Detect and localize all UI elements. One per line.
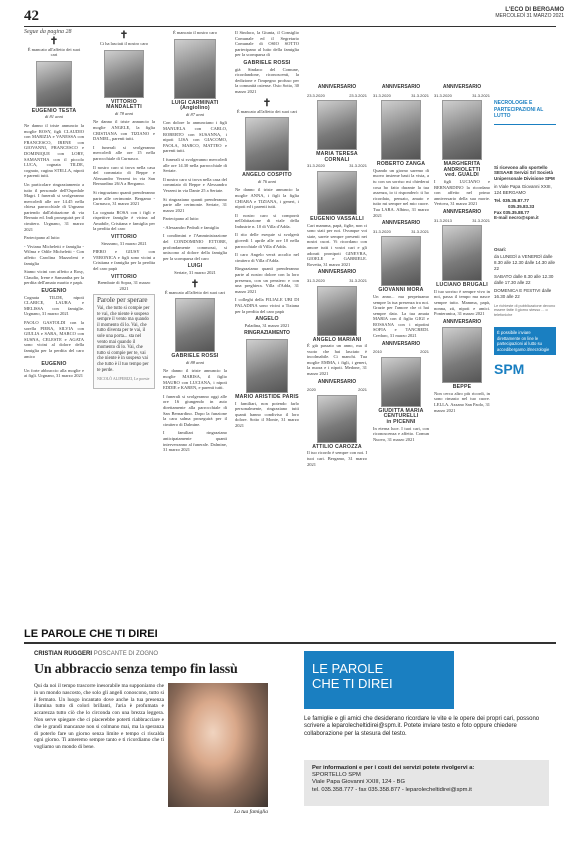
intro-text: È mancato il nostro caro: [173, 30, 217, 35]
condolence-name: GABRIELE ROSSI: [243, 59, 291, 66]
sidebar-fax: Fax 035.35.88.77: [494, 209, 530, 215]
deceased-name: VITTORIO MANDALETTI: [106, 98, 142, 111]
deceased-name-suffix: ved. GUALDI: [445, 172, 479, 179]
condolence-date: Paladina, 31 marzo 2021: [244, 322, 290, 328]
anniversary-column-2: [373, 30, 429, 445]
announcement-text: I funerali si svolgeranno oggi alle ore 16 giungendo in auto direttamente alla parrocchiale di San Bernardino. Dopo la funzione la cara salma proseguirà per il cimitero di Dalmine.: [163, 393, 227, 427]
date-from: 31.3.2020: [307, 277, 325, 283]
deceased-name: BEPPE: [452, 384, 472, 391]
anniversary-text: I figli LUCIANO e BERNARDINO la ricordano con affetto nel primo anniversario della sua morte. Vertova, 31 marzo 2021: [434, 178, 490, 207]
condolence-text: PIERO e GIUSY con VERONICA e figli sono vicini a Cristiana e famiglia per la perdita del caro papà: [93, 249, 155, 272]
date-from: 2010: [373, 349, 382, 355]
condolence-text: La cognata ROSA con i figli e rispettive famiglie è vicina ad Amabile, Cristiana e famiglia per la perdita del caro: [93, 209, 155, 232]
service-sidebar: [494, 100, 556, 377]
announcement-text: I funerali si svolgeranno mercoledì alle ore 15 nella parrocchiale di Curnasco.: [93, 144, 155, 161]
anniversary-text: Il tuo ricordo è sempre con noi. I tuoi cari. Bergamo, 31 marzo 2021: [307, 450, 367, 467]
announcement-text: Il nostro caro si trova nella casa del commiato di Beppe e Alessandro Verzeni in via Dante 25 a Seriate.: [163, 176, 227, 193]
portrait-photo: [174, 39, 216, 99]
sidebar-address: in Viale Papa Giovanni XXIII, 124 BERGAMO: [494, 184, 552, 195]
announcement-text: Ne danno il triste annuncio la moglie ROSY, figli CLAUDIO con MARIZIA e VANESSA con FRANCESCO, IRENE con GIOVANNI, FRANCESCO e DOMINIQUE con LORY, SAMANTHA con il piccolo LUCA, cognata TILDE, cognato, cugina STELLA, nipoti e parenti tutti.: [24, 122, 84, 179]
condolence-text: I colleghi della FILIALE UBI DI PALADINA sono vicini a Tiziana per la perdita del caro papà: [235, 297, 299, 314]
poem-text: Vai, che tutto si compie per te vai, che niente è sospeso sempre il vento ma quando il momento di lo. Vai, che tutto diventa per te vai, il sole una porta... sta nel vento mai quando il momento di lo. Vai, che tutto si compie per te, vai che niente è in sospeso vai che tutto è il tuo tempo per te perde.: [97, 306, 150, 373]
anniversary-title: ANNIVERSARIO: [442, 318, 482, 325]
contact-box: [304, 760, 549, 806]
thanks-title: RINGRAZIAMENTO: [244, 330, 290, 337]
cross-icon: ✝: [49, 35, 59, 47]
deceased-name: EUGENIO TESTA: [31, 107, 77, 114]
feature-title-1: LE PAROLE: [312, 661, 384, 676]
intro-text: È mancato all'affetto dei suoi cari: [164, 289, 226, 295]
article-author: [34, 651, 158, 657]
portrait-photo: [442, 327, 482, 383]
deceased-name: LUIGI CARMINATI: [171, 99, 219, 106]
portrait-photo: [442, 100, 482, 160]
intro-text: È mancato all'affetto dei suoi cari: [27, 46, 81, 58]
anniversary-title: ANNIVERSARIO: [317, 269, 357, 276]
feature-box: [304, 651, 454, 709]
deceased-name: MARGHERITA ANDRIOLETTI: [443, 161, 481, 173]
feature-title-2: CHE TI DIREI: [312, 676, 393, 691]
announcement-text: Ne danno il triste annuncio la moglie MARISA, il figlio MAURO con LUCIANA, i nipoti EDDIE e KAREN, e parenti tutti.: [163, 368, 227, 391]
anniversary-dates: [373, 229, 429, 235]
anniversary-dates: [434, 93, 490, 99]
portrait-photo: [317, 171, 357, 215]
announcement-text: Si ringraziano quanti prenderanno parte alle cerimonie. Seriate, 31 marzo 2021: [163, 196, 227, 213]
anniversary-dates: [434, 218, 490, 224]
thanks-text: I familiari, non potendo farlo personalmente, ringraziano tutti quanti hanno condiviso il loro dolore. Sotto il Monte, 31 marzo 2021: [235, 400, 299, 428]
age: di 78 anni: [114, 110, 134, 116]
portrait-photo: [381, 100, 421, 160]
date-from: 23.3.2020: [307, 92, 325, 98]
anniversary-text: Il tuo sorriso è sempre vivo in noi, passa il tempo ma nasce sempre tutto. Mamma, papà, nonna, zii, nipoti e amici. Ponteranica, 31 marzo 2021: [434, 288, 490, 317]
participation-header: Partecipano al lutto:: [24, 235, 61, 241]
deceased-name: GABRIELE ROSSI: [171, 353, 219, 360]
condolence-date: Stezzano, 31 marzo 2021: [101, 240, 147, 246]
obituary-column-3: [163, 30, 227, 456]
portrait-photo: [36, 61, 72, 107]
date-to: 2021: [420, 349, 429, 355]
deceased-name: GIOVANNI MORA: [378, 287, 424, 294]
condolence-name: LUIGI: [187, 263, 203, 270]
participation-list: - Alessandro Pedrali e famiglia: [163, 224, 219, 230]
announcement-text: Si ringraziano quanti prenderanno parte alle cerimonie. Bergamo - Curnasco, 31 marzo 2021: [93, 189, 155, 207]
institutional-text: Il Sindaco, la Giunta, il Consiglio Comunale ed il Segretario Comunale di OSIO SOTTO partecipano al lutto della famiglia per la scomparsa di: [235, 30, 299, 58]
anniversary-title: ANNIVERSARIO: [381, 220, 421, 227]
participation-list: - Viviana Micheletti e famiglia - Wilma e Odile Micheletti - Con affetto Carolina Mazzoleni e famiglia: [24, 243, 84, 266]
anniversary-column-3: [434, 30, 490, 416]
deceased-name: MARIA TERESA CORNALI: [316, 151, 358, 163]
age: di 81 anni: [44, 114, 64, 120]
contact-office: SPORTELLO SPM: [312, 772, 361, 779]
sidebar-hours-weekday: da LUNEDÌ a VENERDÌ dalle 8.30 alle 12.30 dalle 14.30 alle 22: [494, 254, 556, 271]
author-name: CRISTIAN RUGGERI: [34, 651, 93, 657]
anniversary-dates: [307, 93, 367, 99]
contact-title: Per informazioni e per i costi dei servizi potete rivolgervi a:: [312, 765, 475, 771]
article-body: Qui da noi il tempo trascorre inesorabile ma supponiamo che in un mondo nascosto, che solo gli angeli conoscono, tutto si è fermato. Un luogo incantato dove anche la tua presenza illumina tutto di colori brillanti, l'aria è profumata e accarezza tutto ciò che lo circonda con una brezza leggera. Non serve spiegare che ci piacerebbe poterti riabbracciare e che le grandi mancanze non si colmano mai, ma la speranza di poterlo fare un giorno senza limite e tempo ci riscalda ogni giorno. Ti ameremo sempre tanto e ti ricordiamo che ti vogliamo un mondo di bene.: [34, 683, 164, 751]
age: di 76 anni: [257, 178, 277, 184]
announcement-text: Il caro Angelo verrà accolto nel cimitero di Villa d'Adda.: [235, 252, 299, 263]
continued-from: Segue da pagina 28: [24, 29, 72, 35]
condolence-name: EUGENIO: [41, 361, 67, 368]
announcement-text: Un particolare ringraziamento a tutto il personale dell'Ospedale Magri. I funerali si svolgeranno mercoledì alle ore 14.45 nella chiesa parrocchiale di Urgnano partendo dall'abitazione di via Bernato ed. Indi proseguirà per il cimitero. Urgnano, 31 marzo 2021: [24, 181, 84, 232]
poem-box: [93, 294, 155, 388]
date-to: 31.3.2021: [349, 163, 367, 169]
deceased-name: ANGELO MARIANI: [312, 336, 362, 343]
cross-icon: ✝: [119, 30, 129, 41]
portrait-photo: [317, 286, 357, 336]
sidebar-hours-sunday: DOMENICA E FESTIVI dalle 16.30 alle 22: [494, 288, 552, 299]
deceased-name-suffix: in PICENNI: [386, 419, 416, 426]
date-to: 31.3.2021: [472, 217, 490, 223]
condolence-text: Siamo vicini con affetto a Rosy, Claudio, Irene e Samantha per la perdita dell'amato marito e papà.: [24, 269, 84, 286]
condolence-name: EUGENIO: [41, 288, 67, 294]
condolence-text: PAOLO GASTOLDI con la sorella PIERA, SILVIA con GIULIA e SARA, MARCO con SUSNA, CELESTE e AGATA sono vicini al dolore della famiglia per la perdita del caro amico: [24, 319, 84, 359]
anniversary-title: ANNIVERSARIO: [317, 378, 357, 385]
date-to: 31.3.2021: [472, 92, 490, 98]
sidebar-title: NECROLOGIE E PARTECIPAZIONI AL LUTTO: [494, 100, 544, 119]
age: di 87 anni: [185, 111, 205, 117]
deceased-name: EUGENIO VASSALLI: [310, 215, 364, 222]
newspaper-name: L'ECO DI BERGAMO: [505, 7, 564, 13]
anniversary-column-1: [307, 30, 367, 470]
condolence-name: ANGELO: [255, 316, 279, 323]
anniversary-title: ANNIVERSARIO: [381, 84, 421, 90]
condolence-name: VITTORIO: [110, 234, 137, 241]
sidebar-hours-title: Orari:: [494, 246, 507, 252]
sidebar-note: Le richieste di pubblicazione devono essere fatte il giorno stesso ... o telefoniche: [494, 303, 556, 317]
announcement-text: Ne danno il triste annuncio la moglie ANNA, i figli la figlia CHIARA e TIZIANA, i generi, i nipoti ed i parenti tutti.: [235, 187, 299, 210]
portrait-photo: [442, 225, 482, 281]
announcement-text: Il rito delle esequie si svolgerà giovedì 1 aprile alle ore 10 nella parrocchiale di Villa d'Adda.: [235, 232, 299, 249]
portrait-photo: [246, 339, 288, 393]
announcement-text: Ringraziamo quanti prenderanno parte al nostro dolore con la loro presenza, con un pensiero e con una preghiera. Villa d'Adda, 31 marzo 2021: [235, 266, 299, 294]
date-from: 31.3.2020: [373, 92, 391, 98]
sidebar-info: Si ricevono allo sportello SESAAB Servizi Srl Società Unipersonale Divisione SPM: [494, 164, 555, 181]
anniversary-title: ANNIVERSARIO: [442, 208, 482, 215]
anniversary-dates: [307, 163, 367, 169]
poem-author: NICOLÒ ALIPERIZI, Le poesie: [97, 376, 150, 382]
deceased-name: ANGELO COSPITO: [242, 172, 292, 179]
header-rule: [24, 26, 556, 27]
anniversary-dates: [307, 387, 367, 393]
section-title: LE PAROLE CHE TI DIREI: [24, 628, 158, 640]
contact-phone[interactable]: tel. 035.358.777 - fax 035.358.877 - leparolecheltidirei@spm.it: [312, 786, 472, 793]
portrait-photo: [317, 100, 357, 150]
date-from: 31.3.2020: [373, 228, 391, 234]
date-to: 31.3.2021: [411, 92, 429, 98]
anniversary-text: Un anno... ma perpetuamo sempre la tua presenza tra noi. Grazie per l'amore che ci hai sempre dato. La tua amata MARIA con il figlio GIGI e ROSSANA con i nipotini SOFIA e TANCREDI. Credaro, 31 marzo 2021: [373, 293, 429, 339]
deceased-name: GIUDITTA MARIA CENTURELLI: [378, 407, 424, 420]
age: di 88 anni: [185, 359, 205, 365]
portrait-photo: [245, 117, 289, 171]
date-to: 31.3.2021: [411, 228, 429, 234]
announcement-text: Il nostro caro si trova nella casa del commiato di Beppe e Alessandro Verzeni in via San Bernardino 26/A a Bergamo.: [93, 164, 155, 187]
date-from: 31.3.2013: [434, 217, 452, 223]
sidebar-email[interactable]: E-mail necro@spm.it: [494, 215, 539, 221]
condolence-text: Cognata TILDE, nipoti CLARICE, LAURA e MELISSA con famiglie. Urgnano, 31 marzo 2021: [24, 294, 84, 317]
date-from: 31.3.2020: [307, 163, 325, 169]
sidebar-hours-saturday: SABATO dalle 8.30 alle 12.30 dalle 17.30 alle 22: [494, 274, 554, 285]
date-to: 2021: [358, 387, 367, 393]
anniversary-dates: [373, 93, 429, 99]
cross-icon: ✝: [190, 278, 200, 290]
anniversary-dates: [307, 278, 367, 284]
condolence-date: Seriate, 31 marzo 2021: [174, 270, 216, 276]
anniversary-text: È già passato un anno, ma il vuoto che hai lasciato è incolmabile. Ci manchi. Tua moglie EMMA, i figli, i generi, la nuora e i nipoti. Medone, 31 marzo 2021: [307, 343, 367, 377]
deceased-name: MARIO ARISTIDE PARIS: [235, 393, 299, 400]
sidebar-phone: Tel. 035.35.87.77: [494, 198, 529, 204]
intro-text: È mancato all'affetto dei suoi cari: [236, 108, 298, 114]
poem-title: Parole per sperare: [97, 296, 148, 305]
deceased-name: ATTILIO CAROZZA: [312, 443, 362, 450]
portrait-photo: [104, 50, 144, 98]
date-from: 2020: [307, 387, 316, 393]
institutional-text: già Sindaco del Comune, ricordandone, riconoscenti, la dedizione e l'impegno profuso per la comunità osiense. Osio Sotto, 30 marzo 2021: [235, 66, 299, 94]
anniversary-text: Non cerca altro più ricordi, in sono rimasto nel tuo cuore. LELLA. Azzano San Paolo, 31 marzo 2021: [434, 390, 490, 413]
issue-date: MERCOLEDÌ 31 MARZO 2021: [495, 13, 564, 19]
deceased-name: ROBERTO ZANGA: [376, 161, 426, 168]
author-location: POSCANTE DI ZOGNO: [93, 651, 159, 657]
announcement-text: Ne danno il triste annuncio la moglie ANGELE, la figlia CRISTIANA con TIZIANO e DANIEL, parenti tutti.: [93, 119, 155, 142]
announcement-text: I funerali si svolgeranno mercoledì alle ore 14.30 nella parrocchiale di Seriate.: [163, 156, 227, 174]
anniversary-title: ANNIVERSARIO: [381, 340, 421, 347]
online-banner[interactable]: È possibile inviare direttamente on line le partecipazioni al lutto su accedibergamo.it/necrologie: [494, 327, 556, 355]
spm-logo: SPM: [494, 361, 525, 377]
portrait-photo: [381, 357, 421, 407]
feature-description: Le famiglie e gli amici che desiderano ricordare le vite e le opere dei propri cari, possono scrivere a leparolecheltidirei@spm.it. Potete inviare testo e foto oppure chiedere collaborazione per la stesura del testo.: [304, 716, 540, 737]
portrait-photo: [175, 298, 215, 352]
obituary-column-1: [24, 30, 84, 382]
anniversary-text: Quando un giorno saremo di nuovo insieme basti la vista, a tu con un sorriso mi chiederai cosa ho fatto durante la tua assenza, io ti risponderò: ti ho ricordato, pensato, amato e tutto mi sempre nel mio cuore. Tua LARA. Albino, 31 marzo 2021: [373, 167, 429, 218]
anniversary-title: ANNIVERSARIO: [317, 84, 357, 90]
condolence-text: I condòmini e l'Amministrazione del CONDOMINIO ETTORE, profondamente commossi, si uniscono al dolore della famiglia per la scomparsa del caro: [163, 233, 227, 261]
condolence-date: Brembate di Sopra, 31 marzo 2021: [97, 280, 151, 291]
deceased-name: LUCIANO BRUGALI: [436, 282, 488, 289]
announcement-text: I familiari ringraziano anticipatamente quanti interverranno al funerale. Dalmine, 31 marzo 2021: [163, 430, 227, 453]
anniversary-text: In eterna luce. I tuoi cari, con riconoscenza e affetto. Comun Nuovo, 31 marzo 2021: [373, 425, 429, 442]
announcement-text: Il nostro caro si comporrà nell'abitazione di viale della Industrie n. 10 di Villa d'Adda.: [235, 212, 299, 229]
date-from: 31.3.2020: [434, 92, 452, 98]
article-photo: [168, 683, 268, 807]
anniversary-dates: [373, 349, 429, 355]
portrait-photo: [317, 395, 357, 443]
obituary-column-4: [235, 30, 299, 432]
portrait-photo: [381, 236, 421, 286]
masthead: [454, 7, 564, 19]
article-signature: La tua famiglia: [234, 809, 268, 815]
announcement-text: Con dolore lo annunciano i figli MANUELA con CARLO, ROBERTO con SUSANNA, i nipoti LISA con GIACOMO, PAOLA, MARCO, MATTEO e parenti tutti.: [163, 120, 227, 154]
intro-text: Ci ha lasciati il nostro caro: [99, 41, 149, 46]
cross-icon: ✝: [262, 97, 272, 109]
condolence-name: VITTORIO: [110, 273, 137, 280]
article-headline: Un abbraccio senza tempo fin lassù: [34, 662, 238, 677]
deceased-nickname: (Angiolino): [180, 105, 210, 112]
contact-address: Viale Papa Giovanni XXIII, 124 - BG: [312, 779, 406, 786]
section-rule: [24, 642, 556, 644]
date-to: 23.3.2021: [349, 92, 367, 98]
anniversary-text: Cari mamma, papà, figlie, non ci sono stati per noi. Ovunque voi siate, sarete sempre presenti nei nostri cuori. Vi ricordano con amore tutti i vostri cari e gli adorati pronipoti GINEVRA, GIOELE e GABRIELE. Rovetta, 31 marzo 2021: [307, 222, 367, 267]
anniversary-title: ANNIVERSARIO: [442, 84, 482, 90]
obituary-column-2: [93, 30, 155, 389]
participation-header: Partecipano al lutto:: [163, 216, 200, 222]
sidebar-rule: [494, 124, 556, 125]
sidebar-phone-2: 035.35.83.33: [508, 204, 535, 210]
page-number: 42: [24, 8, 39, 24]
condolence-text: Un forte abbraccio alla moglie e ai figli. Urgnano, 31 marzo 2021: [24, 367, 84, 379]
date-to: 31.3.2021: [349, 277, 367, 283]
